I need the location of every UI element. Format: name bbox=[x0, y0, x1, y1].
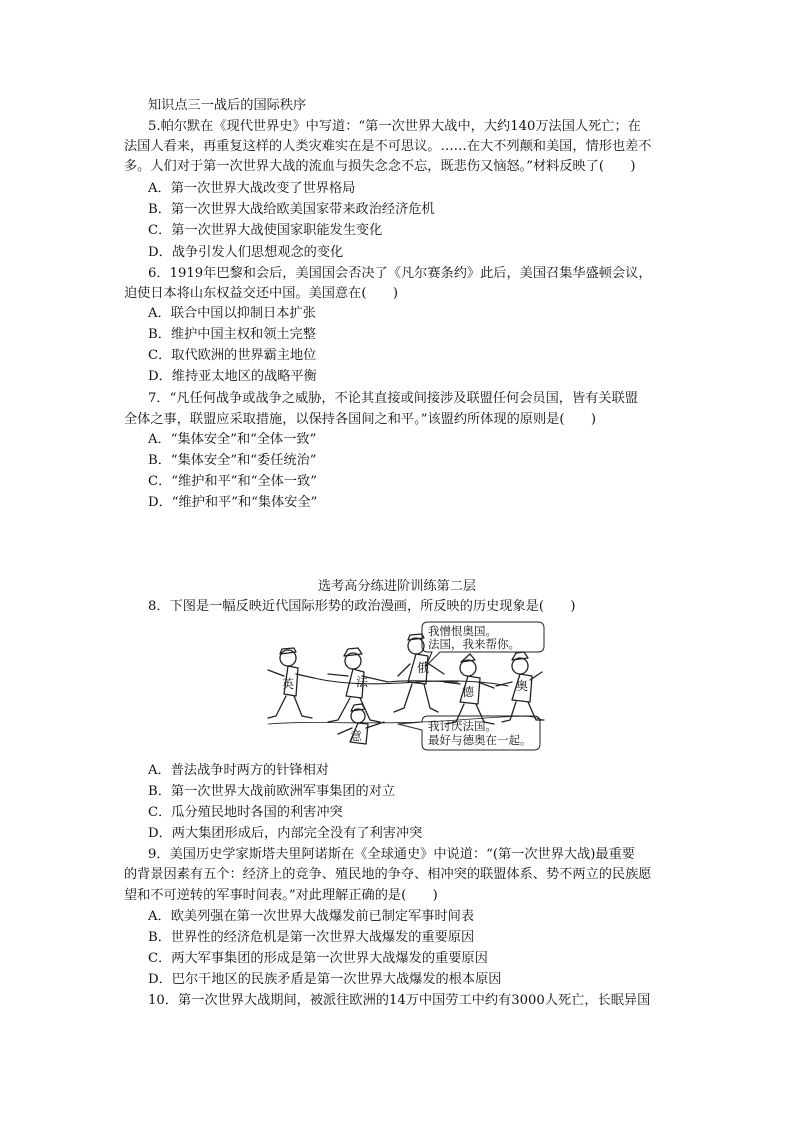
q9-stem-line-2: 的背景因素有五个：经济上的竞争、殖民地的争夺、相冲突的联盟体系、势不两立的民族愿 bbox=[124, 867, 652, 882]
q6-option-b[interactable]: B．维护中国主权和领土完整 bbox=[148, 327, 316, 342]
q8-option-d[interactable]: D．两大集团形成后，内部完全没有了利害冲突 bbox=[148, 826, 423, 841]
q9-option-c[interactable]: C．两大军事集团的形成是第一次世界大战爆发的重要原因 bbox=[148, 951, 488, 966]
bubble-bottom-line-2: 最好与德奥在一起。 bbox=[428, 733, 532, 747]
q6-option-d[interactable]: D．维持亚太地区的战略平衡 bbox=[148, 369, 317, 384]
q7-option-d[interactable]: D．“维护和平”和“集体安全” bbox=[148, 495, 318, 510]
q9-option-a[interactable]: A．欧美列强在第一次世界大战爆发前已制定军事时间表 bbox=[148, 909, 475, 924]
q9-stem-line-1: 9．美国历史学家斯塔夫里阿诺斯在《全球通史》中说道：“(第一次世界大战)最重要 bbox=[148, 847, 635, 862]
political-cartoon bbox=[258, 616, 548, 756]
q5-stem-line-1: 5.帕尔默在《现代世界史》中写道：“第一次世界大战中，大约140万法国人死亡；在 bbox=[148, 119, 641, 134]
q7-option-a[interactable]: A．“集体安全”和“全体一致” bbox=[148, 432, 317, 447]
q6-stem-line-1: 6．1919年巴黎和会后，美国国会否决了《凡尔赛条约》此后，美国召集华盛顿会议， bbox=[148, 266, 652, 281]
q8-option-c[interactable]: C．瓜分殖民地时各国的利害冲突 bbox=[148, 805, 343, 820]
label-de: 德 bbox=[462, 685, 475, 699]
q7-stem-line-1: 7．“凡任何战争或战争之威胁，不论其直接或间接涉及联盟任何会员国，皆有关联盟 bbox=[148, 391, 638, 406]
bubble-bottom-line-1: 我讨厌法国。 bbox=[428, 719, 497, 733]
q7-option-b[interactable]: B．“集体安全”和“委任统治” bbox=[148, 453, 317, 468]
q6-option-a[interactable]: A．联合中国以抑制日本扩张 bbox=[148, 306, 316, 321]
q9-option-b[interactable]: B．世界性的经济危机是第一次世界大战爆发的重要原因 bbox=[148, 930, 475, 945]
q5-option-a[interactable]: A．第一次世界大战改变了世界格局 bbox=[148, 181, 356, 196]
label-fr: 法 bbox=[356, 675, 369, 689]
label-ru: 俄 bbox=[417, 661, 430, 675]
q8-option-b[interactable]: B．第一次世界大战前欧洲军事集团的对立 bbox=[148, 784, 396, 799]
q9-stem-line-3: 望和不可逆转的军事时间表。”对此理解正确的是( ) bbox=[124, 888, 438, 903]
q6-stem-line-2: 迫使日本将山东权益交还中国。美国意在( ) bbox=[124, 286, 399, 301]
section-title: 选考高分练进阶训练第二层 bbox=[317, 579, 477, 594]
q5-stem-line-2: 法国人看来，再重复这样的人类灾难实在是不可思议。……在大不列颠和美国，情形也差不 bbox=[124, 139, 652, 154]
q8-option-a[interactable]: A．普法战争时两方的针锋相对 bbox=[148, 763, 329, 778]
bubble-top-line-2: 法国，我来帮你。 bbox=[428, 637, 520, 651]
q6-option-c[interactable]: C．取代欧洲的世界霸主地位 bbox=[148, 348, 317, 363]
label-it: 意 bbox=[350, 729, 363, 743]
q7-option-c[interactable]: C．“维护和平”和“全体一致” bbox=[148, 474, 317, 489]
q5-stem-line-3: 多。人们对于第一次世界大战的流血与损失念念不忘，既悲伤又恼怒。”材料反映了( ) bbox=[124, 159, 636, 174]
label-at: 奥 bbox=[516, 679, 529, 693]
q5-option-b[interactable]: B．第一次世界大战给欧美国家带来政治经济危机 bbox=[148, 202, 435, 217]
bubble-top-line-1: 我憎恨奥国。 bbox=[428, 624, 497, 638]
q7-stem-line-2: 全体之事，联盟应采取措施，以保持各国间之和平。”该盟约所体现的原则是( ) bbox=[124, 412, 596, 427]
q9-option-d[interactable]: D．巴尔干地区的民族矛盾是第一次世界大战爆发的根本原因 bbox=[148, 972, 502, 987]
q5-option-d[interactable]: D．战争引发人们思想观念的变化 bbox=[148, 245, 344, 260]
label-uk: 英 bbox=[282, 677, 295, 691]
section-heading: 知识点三一战后的国际秩序 bbox=[148, 98, 307, 113]
q10-stem: 10．第一次世界大战期间，被派往欧洲的14万中国劳工中约有3000人死亡，长眠异国 bbox=[148, 993, 651, 1008]
q5-option-c[interactable]: C．第一次世界大战使国家职能发生变化 bbox=[148, 223, 383, 238]
q8-stem: 8．下图是一幅反映近代国际形势的政治漫画，所反映的历史现象是( ) bbox=[148, 599, 576, 614]
